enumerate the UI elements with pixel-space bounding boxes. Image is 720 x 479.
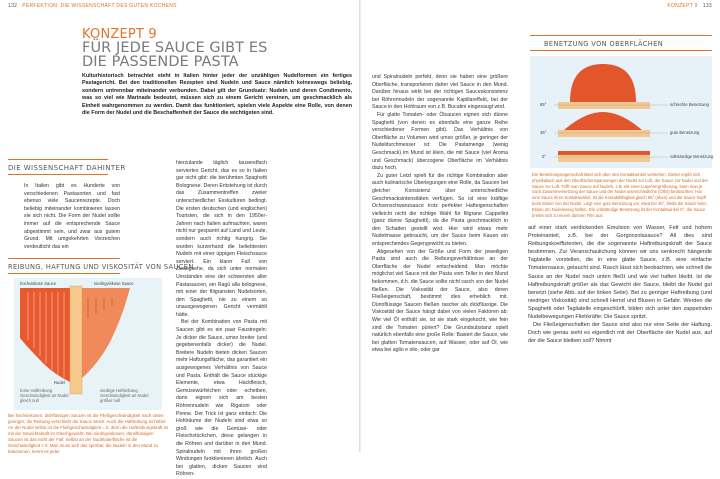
left-running-title: PERFEKTION: DIE WISSENSCHAFT DES GUTEN KOCHENS <box>22 3 177 9</box>
chapter-title-line-2: DIE PASSENDE PASTA <box>82 54 239 70</box>
paragraph: und Spiralnudeln perfekt, denn sie haben eine größere Oberfläche, transportieren daher viel Sauce in den Mund. Darüber hinaus wirkt bei der richtigen Saucenkonsistenz bei Röhrennudeln der sogenannte Kapillareffekt, bei der Sauce in den Hohlraum von z.B. Bucatini eingesaugt wird. <box>372 74 508 111</box>
wetting-diagram-caption: Die Benetzungseigenschaft lässt sich über den Kontaktwinkel verstehen. Dieser ergibt sich physikalisch aus den Oberflächenspannungen der Nudel zur Luft, der Sauce zur Nudel und der Sauce zur Luft. Trifft man Sauce auf Nudeln, z.B. mit einer Lupe/Vergrößerung, kann man je nach Zusammensetzung der Sauce und der Nudel unterschiedliche (Ölhö) beobachten: Hat eine Sauce ihren Kontaktwinkel, ist die Kontaktfähigkeit gleich 85° (oben) und die Sauce tropft beim Essen von der Nudel. Liegt eine gute Benetzung vor, etwa bei 45°, bleibt die Sauce beim Essen am Nudelwenig haften. Die vollständige Benetzung ist der Kontaktwinkel 0°, die Sauce breitet sich zu einem dünnen Film aus. <box>532 172 708 218</box>
right-page-column-b <box>528 224 712 447</box>
section-rule <box>8 159 108 160</box>
paragraph: Für glatte Tomaten- oder Ölsaucen eignen sich dünne Spaghetti (von denen es ebenfalls eine ganze Reihe verschiedener Formen gibt). Das Verhältnis von Oberfläche zu Volumen wird umso größer, je geringer der Nudeldurchmesser ist: Die Pastamenge (wenig Geschmack) im Mund ist klein, die mit Sauce (viel Aroma und Geschmack) überzogene Oberfläche im Verhältnis dazu hoch. <box>372 111 508 172</box>
label-good-wetting: gute Benetzung <box>670 130 700 135</box>
left-page-number: 132 <box>8 3 18 9</box>
science-column-text <box>24 183 120 255</box>
label-high-viscosity: hochviskose Sauce <box>20 281 57 286</box>
right-running-title: KONZEPT 9 <box>667 3 698 9</box>
label-bad-wetting: schlechte Benetzung <box>670 102 709 107</box>
friction-diagram-caption: Bei hochviskosen, dickflüssigen Saucen ist die Fließgeschwindigkeit nach unten geringer; die Reibung verschiebt die Sauce Stück. Auch die Haftreibung ist höher: An der Nudel selbst ist die Fließgeschwindigkeit = 0, denn die Haftreibungskraft ist mit der Gewichtskraft im Gleichgewicht. Bei niedrigviskosen, dünnflüssigen Saucen ist das nicht der Fall: Selbst an der Nudeloberfläche ist die Geschwindigkeit > 0. Man muss sich das spürbar, die Nudeln in den Mund zu bekommen, kennt es jeder. <box>8 413 168 454</box>
paragraph: Die Fließeigenschaften der Sauce sind also nur eine Seite der Haftung. Doch wie genau sieht es eigentlich mit der Oberfläche der Nudel aus, auf der die Sauce bleiben soll? Nimmt <box>528 322 712 345</box>
middle-column-text <box>176 160 267 478</box>
paragraph: Abgesehen von der Größe und Form der jeweiligen Pasta sind auch die Reibungsverhältnisse an der Oberfläche der Nudel entscheidend. Man möchte möglichst viel Sauce mit der Pasta vom Teller in den Mund bekommen, d.h. die Sauce sollte nicht rasch von der Nudel fließen. Die Viskosität der Sauce, also deren Fließeigenschaft, bestimmt dies erheblich mit. Dünnflüssige Saucen fließen rascher als dickflüssige. Die Viskosität der Sauce hängt dabei von vielen Faktoren ab: Wie viel Öl enthält sie, ist sie stark eingekocht, wie fein sind die Tomaten püriert? Die Grundsubstanz spielt natürlich ebenfalls eine große Rolle: Basiert die Sauce, wie bei glatten Tomatensaucen, auf Wasser, oder auf Öl, wie etwa bei aglio e olio, oder gar <box>372 248 508 354</box>
angle-45-label: 45° <box>540 130 547 135</box>
paragraph: auf einer stark verdickenden Emulsion von Wasser, Fett und hohem Proteinanteil, z.B. bei der Gorgonzolasauce? All dies sind Reibungskoeffizienten, die die sogenannte Haftreibungskraft der Sauce bestimmen. Zur Veranschaulichung können wir uns senkrecht hängende Taglatelle vorstellen, die in eine glatte Sauce, z.B. eine einfache Tomatensauce, getaucht sind. Rasch lässt sich beobachten, wie schnell die Sauce an der Nudel nach unten fließt und wie viel haften bleibt. Ist die Haftreibungskraft größer als das Gewicht der Sauce, bleibt die Nudel gut benetzt (siehe Abb. auf der linken Seite). Bei zu geringer Haftreibung (und niedriger Viskosität) sind schnell Hemd und Blusen in Gefahr. Werden die Spaghetti oder Tagliatelle eingeschlürft, bilden sich unter den zappelnden Nudelbewegungen Fliehkräfte: Die Sauce spritzt. <box>528 225 712 321</box>
paragraph: Zu guter Letzt spielt für die richtige Kombination aber auch kulinarische Überlegungen eine Rolle, da Saucen bei gleicher Konsistenz über unterschiedliche Geschmacksintensitäten verfügen. So ist eine kräftige Ochsenschwanzsauce trotz perfekter Hafteigenschaften vielleicht nicht die richtige Wahl für filigrane Cappellini (ganz dünne Spaghetti), da die Pasta geschmacklich in den Schatten gestellt wird. Hier wird etwas mehr Nudelmasse gebraucht, um der Sauce beim Kauen ein entsprechendes Gegengewicht zu bieten. <box>372 172 508 248</box>
label-high-friction-line: gleich null <box>20 398 39 403</box>
wetting-diagram <box>530 56 712 168</box>
chapter-title <box>82 41 352 69</box>
label-high-friction-line: Geschwindigkeit an Nudel <box>20 393 69 398</box>
chapter-lead-paragraph: Kulturhistorisch betrachtet steht in Italien hinter jeder der unzähligen Nudelformen ein fertiges Pastagericht. Bei den traditionellen Rezepten sind Nudeln und Sauce nämlich keineswegs beliebig, sondern untrennbar miteinander verbunden. Dabei gilt der Grundsatz: Nudeln und deren Condimento, was so viel wie Marinade bedeutet, müssen sich zu einem Gericht vereinen, um geschmacklich als Einheit wahrgenommen zu werden. Damit das funktioniert, spielen viele Aspekte eine Rolle, von denen die Form der Nudel und die Beschaffenheit der Sauce die wichtigsten sind. <box>82 73 352 117</box>
paragraph: hierzulande täglich tausendfach serviertes Gericht, das es so in Italien gar nicht gibt: die berühmten Spaghetti Bolognese. Deren Entstehung ist durch das Zusammentreffen zweier unterschiedlicher Esskulturen bedingt. Die ersten deutschen (und englischen) Touristen, die sich in den 1950er-Jahren nach Italien aufmachten, waren nicht nur gespannt auf Land und Leute, sondern auch richtig hungrig. Sie wurden kurzerhand die beliebtesten Nudeln mit einer üppigen Fleischsauce serviert. Ein klarer Fall von Zwangsehe, da sich unter normalen Umständen eine der schwersten aller Pastasaucen, ein Ragù alla bolognese, mit einer der filigransten Nudelsorten, den Spaghetti, nie zu einem so unausgewogenen Gericht vermählt hätte. <box>176 160 267 318</box>
label-low-friction-line: Geschwindigkeit an Nudel <box>100 393 149 398</box>
right-page-column-a <box>372 74 508 447</box>
chapter-title-line-1: FÜR JEDE SAUCE GIBT ES <box>82 40 268 56</box>
paragraph: In Italien gibt es Hunderte von verschiedenen Pastasorten und fast ebenso viele Saucenrezepte. Doch beliebig miteinander kombinieren lassen sie sich nicht. Die Form der Nudel sollte immer auf die entsprechende Sauce abgestimmt sein, und zwar aus gutem Grund. Mit umgekehrten Vorzeichen verdeutlicht das ein <box>24 183 120 250</box>
section-rule <box>8 273 120 274</box>
chapter-label: KONZEPT 9 <box>82 27 157 42</box>
noodle-strip <box>70 286 82 394</box>
section-heading-science: DIE WISSENSCHAFT DAHINTER <box>8 164 126 172</box>
surface-85 <box>558 102 650 109</box>
right-running-header <box>667 3 712 9</box>
friction-viscosity-diagram <box>14 278 162 410</box>
label-noodle: Nudel <box>54 380 65 385</box>
label-full-wetting: vollständige Benetzung <box>670 154 714 159</box>
paragraph: Bei der Kombination von Pasta mit Saucen gibt es ein paar Faustregeln: Je dicker die Sauce, umso breiter (und gegebenenfalls dicker) die Nudel. Breitere Nudeln bieten dicken Saucen mehr Haftungsfläche, das garantiert ein ausgewogenes Verhältnis von Sauce und Pasta. Enthält die Sauce stückige Elemente, etwa Hackfleisch, Gemüsewürfelchen oder -scheiben, dann eignen sich am besten Röhrennudeln wie Rigatoni oder Penne. Der Trick ist ganz einfach: Die Hohlräume der Nudeln sind etwa so groß wie die Gemüse- oder Fleischstückchen, diese gelangen in die Röhren und darüber in den Mund. Spiralnudeln mit ihren großen Windungen funktionieren ähnlich. Auch bei glatten, dicken Saucen sind Röhren- <box>176 319 267 478</box>
left-running-header <box>8 3 177 9</box>
angle-85-label: 85° <box>540 102 547 107</box>
label-low-viscosity: niedrigviskose Sauce <box>94 281 134 286</box>
section-rule <box>530 50 712 51</box>
label-low-friction-line: größer null <box>100 398 121 403</box>
section-rule <box>8 174 108 175</box>
angle-0-label: 0° <box>542 154 547 159</box>
right-page-number: 133 <box>702 3 712 9</box>
section-heading-wetting: BENETZUNG VON OBERFLÄCHEN <box>544 40 664 48</box>
section-heading-friction: REIBUNG, HAFTUNG UND VISKOSITÄT VON SAUCEN <box>8 263 194 271</box>
label-high-friction-line: hohe Haftreibung <box>20 388 53 393</box>
surface-0 <box>558 155 650 162</box>
surface-45 <box>558 130 650 137</box>
section-rule <box>8 258 120 259</box>
page-gutter <box>359 0 361 452</box>
label-low-friction-line: niedrige Haftreibung <box>100 388 138 393</box>
section-rule <box>530 35 712 36</box>
film-0 <box>558 151 650 155</box>
